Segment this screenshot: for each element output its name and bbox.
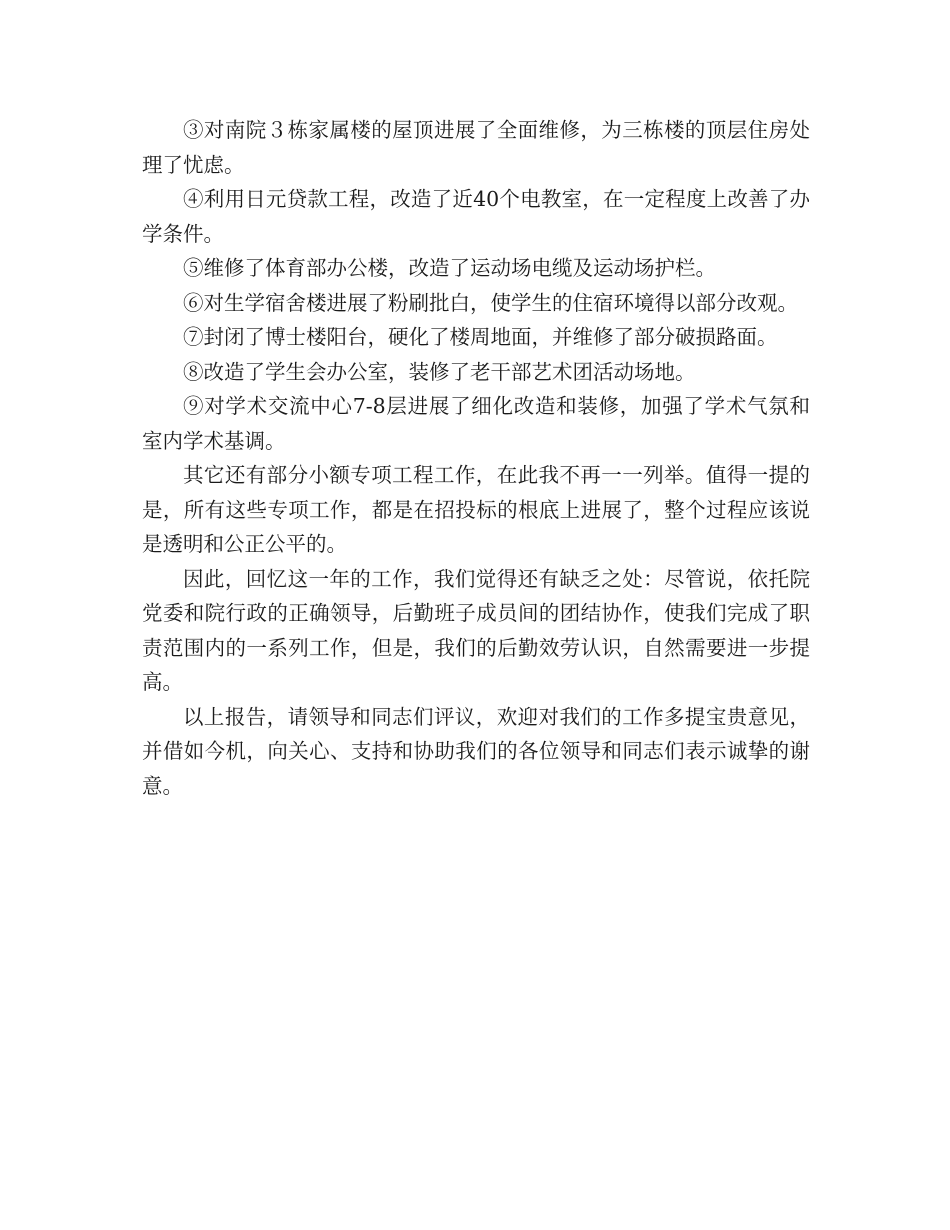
paragraph-other-projects: 其它还有部分小额专项工程工作，在此我不再一一列举。值得一提的是，所有这些专项工作，都是在招投标的根底上进展了，整个过程应该说是透明和公正公平的。 [142,463,810,556]
document-body [142,113,810,803]
paragraph-item-7: ⑦封闭了博士楼阳台，硬化了楼周地面，并维修了部分破损路面。 [183,325,778,349]
paragraph-review: 因此，回忆这一年的工作，我们觉得还有缺乏之处：尽管说，依托院党委和院行政的正确领导，后勤班子成员间的团结协作，使我们完成了职责范围内的一系列工作，但是，我们的后勤效劳认识，自然需要进一步提高。 [142,566,810,694]
paragraph-item-8: ⑧改造了学生会办公室，装修了老干部艺术团活动场地。 [183,359,696,384]
paragraph-item-3: ③对南院３栋家属楼的屋顶进展了全面维修，为三栋楼的顶层住房处理了忧虑。 [142,118,810,177]
paragraph-closing: 以上报告，请领导和同志们评议，欢迎对我们的工作多提宝贵意见，并借如今机，向关心、支持和协助我们的各位领导和同志们表示诚挚的谢意。 [142,704,810,798]
paragraph-item-5: ⑤维修了体育部办公楼，改造了运动场电缆及运动场护栏。 [183,256,716,280]
paragraph-item-9: ⑨对学术交流中心7-8层进展了细化改造和装修，加强了学术气氛和室内学术基调。 [142,394,810,453]
paragraph-item-6: ⑥对生学宿舍楼进展了粉刷批白，使学生的住宿环境得以部分改观。 [183,290,798,315]
paragraph-item-4: ④利用日元贷款工程，改造了近40个电教室，在一定程度上改善了办学条件。 [142,187,810,246]
